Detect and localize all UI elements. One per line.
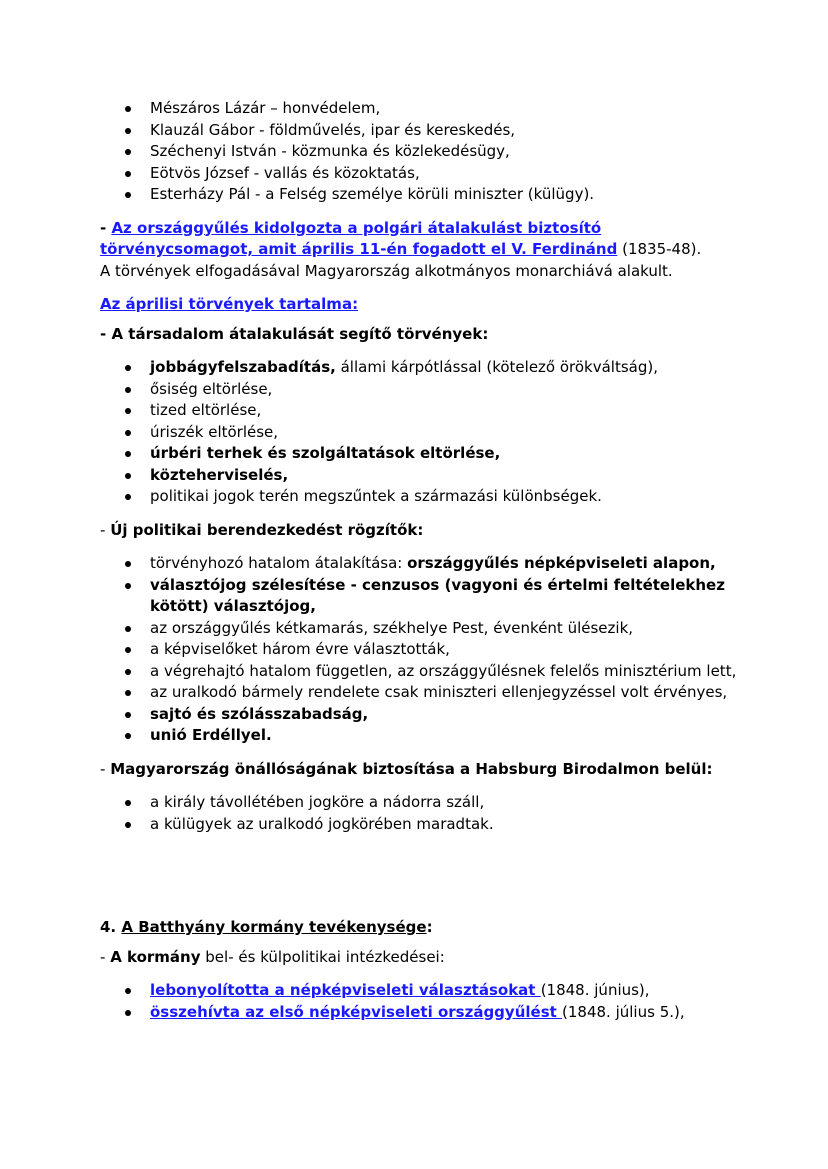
list-item: Esterházy Pál - a Felség személye körüli miniszter (külügy). xyxy=(100,184,740,206)
list-item: jobbágyfelszabadítás, állami kárpótlással (kötelező örökváltság), xyxy=(100,357,740,379)
bullet-icon xyxy=(125,733,131,739)
section4-title: A Batthyány kormány tevékenysége xyxy=(121,918,427,936)
list-item: az uralkodó bármely rendelete csak miniszteri ellenjegyzéssel volt érvényes, xyxy=(100,682,740,704)
list-item: Széchenyi István - közmunka és közlekedésügy, xyxy=(100,141,740,163)
april-laws-heading-link[interactable]: Az áprilisi törvények tartalma: xyxy=(100,295,359,313)
list-item: közteherviselés, xyxy=(100,465,740,487)
list-item: politikai jogok terén megszűntek a származási különbségek. xyxy=(100,486,740,508)
list-item: a végrehajtó hatalom független, az országgyűlésnek felelős minisztérium lett, xyxy=(100,661,740,683)
list-item: tized eltörlése, xyxy=(100,400,740,422)
bullet-icon xyxy=(125,494,131,500)
bullet-icon xyxy=(125,106,131,112)
laws-summary: A törvények elfogadásával Magyarország alkotmányos monarchiává alakult. xyxy=(100,261,673,280)
social-laws-list xyxy=(100,357,740,508)
bullet-icon xyxy=(125,583,131,589)
list-item: Klauzál Gábor - földművelés, ipar és kereskedés, xyxy=(100,120,740,142)
laws-paragraph xyxy=(100,218,740,283)
bullet-icon xyxy=(125,626,131,632)
parliament-link[interactable]: összehívta az első népképviseleti országgyűlést xyxy=(150,1002,563,1021)
independence-list xyxy=(100,792,740,835)
ministers-list xyxy=(100,98,740,206)
bullet-icon xyxy=(125,387,131,393)
political-laws-list xyxy=(100,553,740,747)
list-item: úriszék eltörlése, xyxy=(100,422,740,444)
bullet-icon xyxy=(125,988,131,994)
bullet-icon xyxy=(125,690,131,696)
independence-heading: - Magyarország önállóságának biztosítása a Habsburg Birodalmon belül: xyxy=(100,759,713,778)
list-item: a király távollétében jogköre a nádorra száll, xyxy=(100,792,740,814)
section4-heading: 4. A Batthyány kormány tevékenysége: xyxy=(100,918,433,936)
bullet-icon xyxy=(125,408,131,414)
bullet-icon xyxy=(125,647,131,653)
political-heading: - Új politikai berendezkedést rögzítők: xyxy=(100,520,424,539)
bullet-icon xyxy=(125,128,131,134)
list-item: Mészáros Lázár – honvédelem, xyxy=(100,98,740,120)
dash: - xyxy=(100,218,112,237)
list-item: ősiség eltörlése, xyxy=(100,379,740,401)
list-item: választójog szélesítése - cenzusos (vagyoni és értelmi feltételekhez kötött) választójog, xyxy=(100,575,740,618)
bullet-icon xyxy=(125,473,131,479)
government-list xyxy=(100,980,740,1023)
bullet-icon xyxy=(125,365,131,371)
bullet-icon xyxy=(125,669,131,675)
list-item: Eötvös József - vallás és közoktatás, xyxy=(100,163,740,185)
government-line: - A kormány bel- és külpolitikai intézkedései: xyxy=(100,947,445,966)
bullet-icon xyxy=(125,430,131,436)
social-heading: - A társadalom átalakulását segítő törvények: xyxy=(100,324,489,343)
list-item: a képviselőket három évre választották, xyxy=(100,639,740,661)
laws-link[interactable]: Az országgyűlés kidolgozta a polgári átalakulást biztosító törvénycsomagot, amit április 11-én fogadott el V. Ferdinánd xyxy=(100,218,618,258)
list-item: unió Erdéllyel. xyxy=(100,725,740,747)
laws-years: (1835-48). xyxy=(617,240,702,258)
list-item: sajtó és szólásszabadság, xyxy=(100,704,740,726)
bullet-icon xyxy=(125,822,131,828)
bullet-icon xyxy=(125,800,131,806)
bullet-icon xyxy=(125,192,131,198)
bullet-icon xyxy=(125,561,131,567)
list-item: lebonyolította a népképviseleti választásokat (1848. június), xyxy=(100,980,740,1002)
bullet-icon xyxy=(125,149,131,155)
list-item: úrbéri terhek és szolgáltatások eltörlése, xyxy=(100,443,740,465)
bullet-icon xyxy=(125,451,131,457)
bullet-icon xyxy=(125,712,131,718)
bullet-icon xyxy=(125,171,131,177)
list-item: a külügyek az uralkodó jogkörében maradtak. xyxy=(100,814,740,836)
list-item: törvényhozó hatalom átalakítása: országgyűlés népképviseleti alapon, xyxy=(100,553,740,575)
elections-link[interactable]: lebonyolította a népképviseleti választásokat xyxy=(150,981,541,999)
bullet-icon xyxy=(125,1010,131,1016)
list-item: az országgyűlés kétkamarás, székhelye Pest, évenként ülésezik, xyxy=(100,618,740,640)
list-item: összehívta az első népképviseleti országgyűlést (1848. július 5.), xyxy=(100,1002,740,1024)
document-page xyxy=(100,98,740,1023)
